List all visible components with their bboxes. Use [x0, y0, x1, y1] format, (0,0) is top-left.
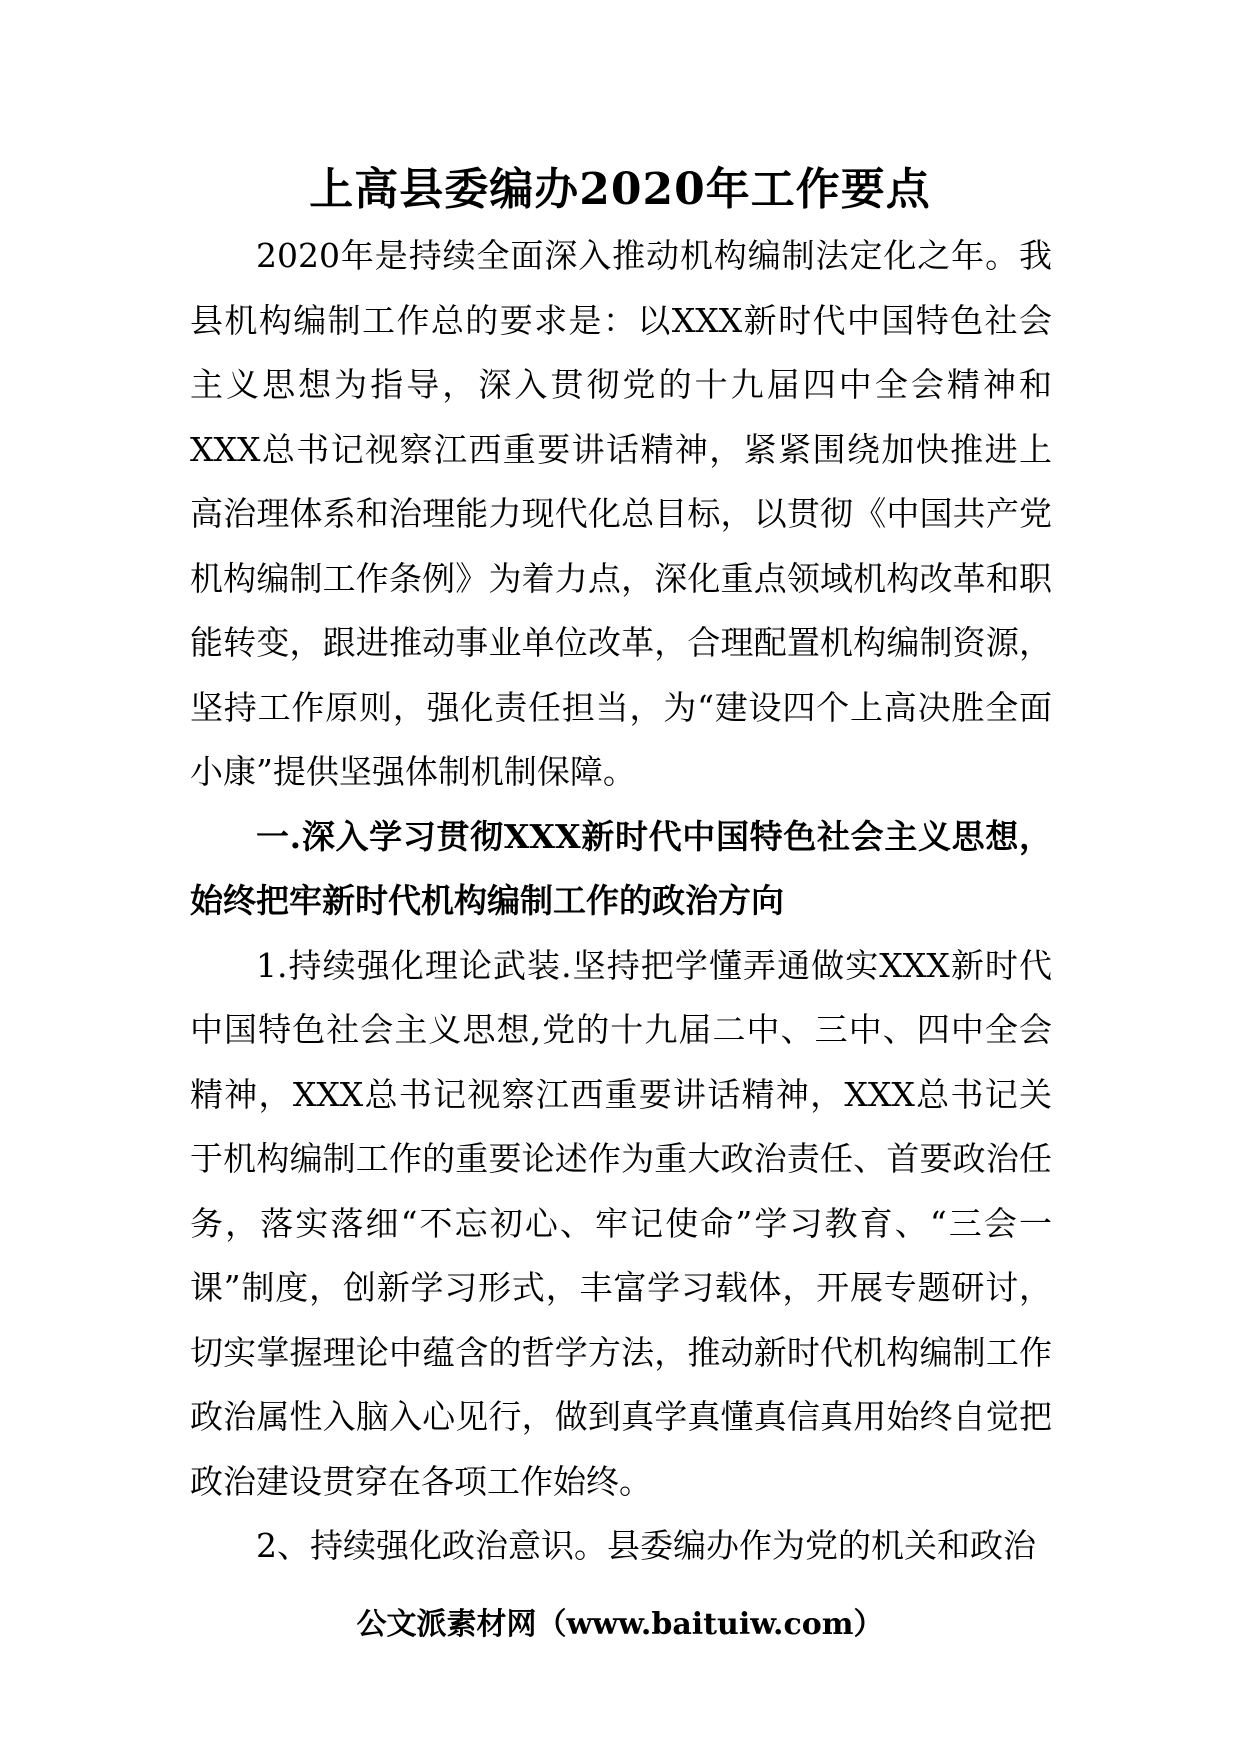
document-title: 上高县委编办2020年工作要点	[309, 164, 931, 215]
item-paragraph-2: 2、持续强化政治意识。县委编办作为党的机关和政治	[256, 1526, 1036, 1565]
section-heading: 一.深入学习贯彻XXX新时代中国特色社会主义思想，始终把牢新时代机构编制工作的政治方向	[190, 816, 1052, 920]
intro-paragraph: 2020年是持续全面深入推动机构编制法定化之年。我县机构编制工作总的要求是：以XXX新时代中国特色社会主义思想为指导，深入贯彻党的十九届四中全会精神和XXX总书记视察江西重要讲话精神，紧紧围绕加快推进上高治理体系和治理能力现代化总目标，以贯彻《中国共产党机构编制工作条例》为着力点，深化重点领域机构改革和职能转变，跟进推动事业单位改革，合理配置机构编制资源，坚持工作原则，强化责任担当，为“建设四个上高决胜全面小康”提供坚强体制机制保障。	[190, 236, 1052, 791]
item-paragraph-1: 1.持续强化理论武装.坚持把学懂弄通做实XXX新时代中国特色社会主义思想,党的十九届二中、三中、四中全会精神，XXX总书记视察江西重要讲话精神，XXX总书记关于机构编制工作的重要论述作为重大政治责任、首要政治任务，落实落细“不忘初心、牢记使命”学习教育、“三会一课”制度，创新学习形式，丰富学习载体，开展专题研讨，切实掌握理论中蕴含的哲学方法，推动新时代机构编制工作政治属性入脑入心见行，做到真学真懂真信真用始终自觉把政治建设贯穿在各项工作始终。	[190, 945, 1052, 1501]
watermark-footer: 公文派素材网（www.baituiw.com）	[356, 1607, 884, 1642]
document-body	[190, 224, 1052, 1579]
